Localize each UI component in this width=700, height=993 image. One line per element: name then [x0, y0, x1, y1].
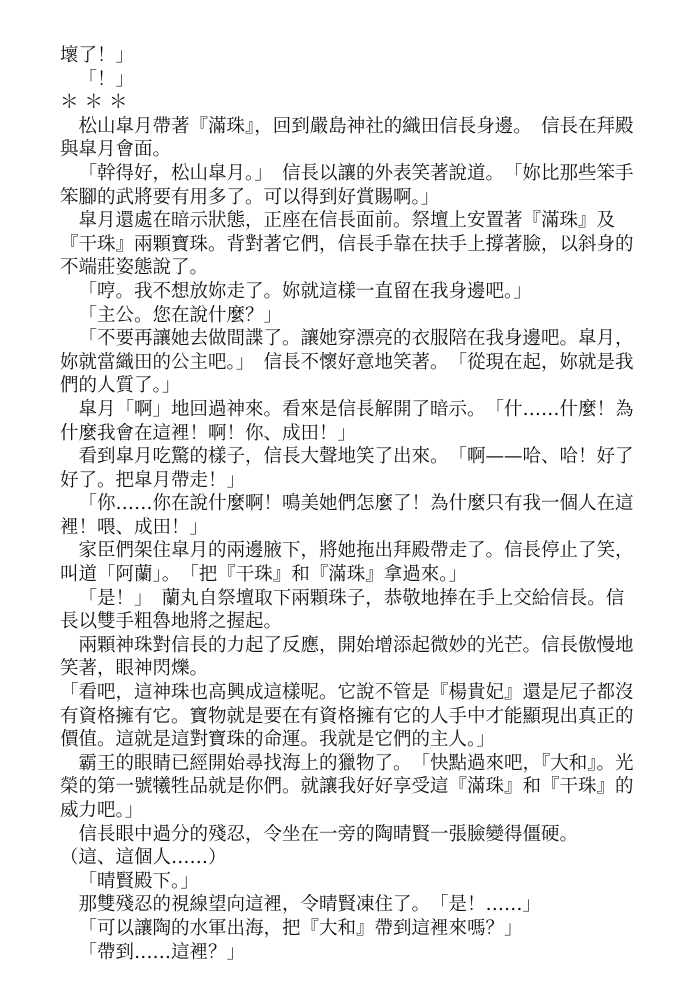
paragraph: 霸王的眼睛已經開始尋找海上的獵物了。 「快點過來吧，『大和』。光榮的第一號犧牲品就是你們。就讓我好好享受這『滿珠』和『干珠』的威力吧。」	[60, 752, 634, 821]
paragraph: 「看吧，這神珠也高興成這樣呢。它說不管是『楊貴妃』還是尼子都沒有資格擁有它。寶物就是要在有資格擁有它的人手中才能顯現出真正的價值。這就是這對寶珠的命運。我就是它們的主人。」	[60, 682, 634, 751]
paragraph: 家臣們架住皐月的兩邊腋下，將她拖出拜殿帶走了。信長停止了笑，叫道「阿蘭」。 「把『干珠』和『滿珠』拿過來。」	[60, 540, 634, 586]
paragraph: 「晴賢殿下。」	[78, 870, 199, 892]
paragraph: 「帶到……這裡？」	[78, 941, 246, 963]
paragraph: 「哼。我不想放妳走了。妳就這樣一直留在我身邊吧。」	[78, 280, 532, 302]
paragraph: 「！」	[78, 68, 135, 90]
paragraph: 壞了！」	[60, 45, 135, 66]
paragraph: 「幹得好，松山皐月。」 信長以讓的外表笑著說道。 「妳比那些笨手笨腳的武將要有用多了。可以得到好賞賜啊。」	[60, 162, 634, 208]
paragraph: 「可以讓陶的水軍出海，把『大和』帶到這裡來嗎？」	[78, 917, 523, 939]
paragraph: 那雙殘忍的視線望向這裡，令晴賢凍住了。 「是！……」	[78, 894, 542, 916]
paragraph: 兩顆神珠對信長的力起了反應，開始增添起微妙的光芒。信長傲慢地笑著，眼神閃爍。	[60, 634, 634, 680]
paragraph: 信長眼中過分的殘忍，令坐在一旁的陶晴賢一張臉變得僵硬。	[78, 823, 579, 845]
paragraph: 「不要再讓她去做間諜了。讓她穿漂亮的衣服陪在我身邊吧。皐月，妳就當織田的公主吧。」 信長不懷好意地笑著。 「從現在起，妳就是我們的人質了。」	[60, 328, 634, 397]
paragraph: 皐月還處在暗示狀態，正座在信長面前。祭壇上安置著『滿珠』及『干珠』兩顆寶珠。背對著它們，信長手靠在扶手上撐著臉，以斜身的不端莊姿態說了。	[60, 210, 634, 279]
paragraph: 「是！」 蘭丸自祭壇取下兩顆珠子，恭敬地捧在手上交給信長。信長以雙手粗魯地將之握起。	[60, 587, 625, 633]
paragraph: 松山皐月帶著『滿珠』，回到嚴島神社的織田信長身邊。 信長在拜殿與皐月會面。	[60, 115, 634, 161]
paragraph: （這、這個人……）	[60, 847, 227, 869]
section-separator: ＊＊＊	[60, 92, 134, 114]
paragraph: 看到皐月吃驚的樣子，信長大聲地笑了出來。 「啊——哈、哈！好了好了。把皐月帶走！」	[60, 446, 634, 491]
paragraph: 「你……你在說什麼啊！鳴美她們怎麼了！為什麼只有我一個人在這裡！喂、成田！」	[60, 493, 634, 538]
paragraph: 皐月「啊」地回過神來。看來是信長解開了暗示。 「什……什麼！為什麼我會在這裡！啊！你、成田！」	[60, 398, 634, 444]
paragraph: 「主公。您在說什麼？」	[78, 304, 283, 326]
